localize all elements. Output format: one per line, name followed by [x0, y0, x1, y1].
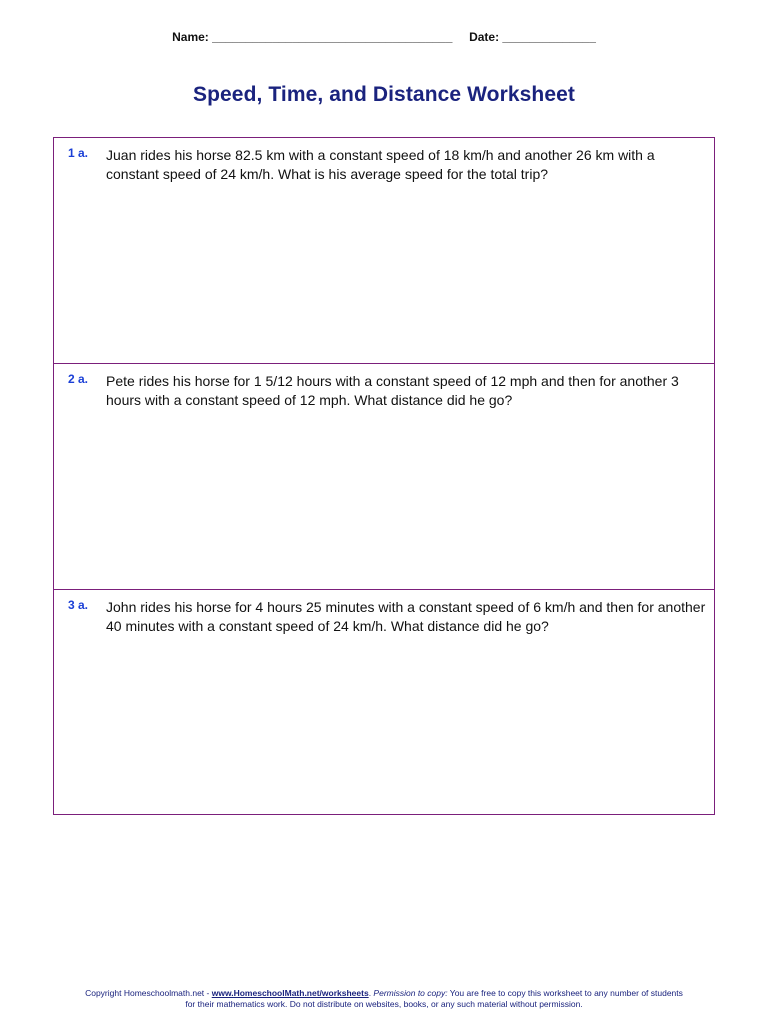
problem-text: Juan rides his horse 82.5 km with a constant speed of 18 km/h and another 26 km with a constant speed of 24 km/h. What is his average speed for the total trip?: [106, 147, 655, 182]
name-field-label: Name: ____________________________________: [172, 30, 453, 44]
date-field-label: Date: ______________: [469, 30, 596, 44]
problem-text: John rides his horse for 4 hours 25 minutes with a constant speed of 6 km/h and then for another 40 minutes with a constant speed of 24 km/h. What distance did he go?: [106, 599, 706, 634]
copyright-footer: [84, 988, 684, 1010]
copyright-text: Copyright Homeschoolmath.net -: [85, 988, 212, 998]
name-date-header: [0, 30, 768, 44]
problem-row: [54, 364, 714, 590]
problem-number: 1 a.: [68, 146, 89, 160]
problems-table: [53, 137, 715, 815]
problem-number: 2 a.: [68, 372, 89, 386]
worksheet-title: Speed, Time, and Distance Worksheet: [192, 83, 575, 106]
problem-row: [54, 590, 714, 816]
problem-text: Pete rides his horse for 1 5/12 hours with a constant speed of 12 mph and then for another 3 hours with a constant speed of 12 mph. What distance did he go?: [106, 373, 679, 408]
permission-label: Permission to copy:: [373, 988, 448, 998]
problem-row: [54, 138, 714, 364]
after-link-text: .: [368, 988, 374, 998]
problem-number: 3 a.: [68, 598, 89, 612]
permission-text: You are free to copy this worksheet to any number of students for their mathematics work. Do not distribute on websites, books, or any such material without permission.: [185, 988, 683, 1009]
homeschoolmath-link[interactable]: www.HomeschoolMath.net/worksheets: [211, 988, 369, 998]
